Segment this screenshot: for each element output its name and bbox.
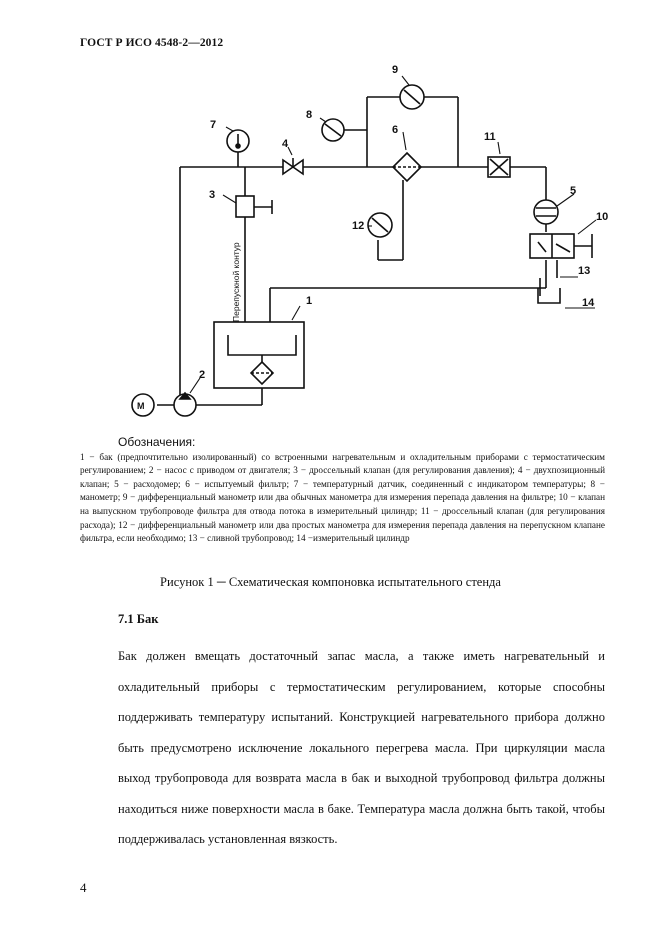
section-paragraph: Бак должен вмещать достаточный запас масла, а также иметь нагревательный и охладительный приборы с термостатическим регулированием, которые способны поддерживать температуру испытаний. Конструкцией нагревательного прибора должно быть предусмотрено исключение локального перегрева масла. При циркуляции масла выход трубопровода для возврата масла в бак и выходной трубопровод фильтра должны находиться ниже поверхности масла в баке. Температура масла должна быть такой, чтобы поддерживалась установленная вязкость. <box>118 649 605 846</box>
temperature-sensor-7 <box>227 130 249 167</box>
label-10: 10 <box>596 211 609 223</box>
label-11: 11 <box>484 131 496 143</box>
differential-gauge-9 <box>400 85 424 109</box>
outlet-valve-10 <box>530 234 592 258</box>
motor-label: М <box>137 401 145 411</box>
label-12: 12 <box>352 220 365 232</box>
figure-legend <box>80 436 605 546</box>
pressure-gauge-8 <box>322 119 344 141</box>
flow-meter-5 <box>534 200 558 224</box>
figure-caption: Рисунок 1 ─ Схематическая компоновка испытательного стенда <box>160 575 501 589</box>
bypass-loop-label: Перепускной контур <box>231 242 241 322</box>
throttle-valve-11 <box>488 157 510 177</box>
label-9: 9 <box>392 64 399 76</box>
page-number: 4 <box>80 880 87 895</box>
label-13: 13 <box>578 265 591 277</box>
legend-text: 1 − бак (предпочтительно изолированный) со встроенными нагревательным и охладительным приборами с термостатическим регулированием; 2 − насос с приводом от двигателя; 3 − дроссельный клапан (для регулирования давления); 4 − двухпозиционный клапан; 5 − расходомер; 6 − испытуемый фильтр; 7 − температурный датчик, соединенный с индикатором температуры; 8 − манометр; 9 − дифференциальный манометр или два обычных манометра для измерения перепада давления на фильтре; 10 − клапан на выпускном трубопроводе фильтра для отвода потока в измерительный цилиндр; 11 − дроссельный клапан (для регулирования расхода); 12 − дифференциальный манометр или два простых манометра для измерения перепада давления на перепускном клапане фильтра, если необходимо; 13 − сливной трубопровод; 14 −измерительный цилиндр <box>80 451 605 544</box>
throttle-valve-3 <box>236 196 272 217</box>
label-8: 8 <box>306 109 313 121</box>
page-header: ГОСТ Р ИСО 4548-2—2012 <box>80 37 224 49</box>
legend-title: Обозначения: <box>118 435 196 449</box>
label-2: 2 <box>199 369 206 381</box>
two-position-valve-4 <box>283 158 303 174</box>
tank-1 <box>214 322 304 388</box>
label-3: 3 <box>209 189 216 201</box>
test-filter-6 <box>393 153 421 181</box>
label-1: 1 <box>306 295 313 307</box>
label-6: 6 <box>392 124 399 136</box>
label-14: 14 <box>582 297 595 309</box>
differential-gauge-12 <box>368 213 392 237</box>
label-4: 4 <box>282 138 289 150</box>
label-7: 7 <box>210 119 217 131</box>
section-heading: 7.1 Бак <box>118 612 159 626</box>
test-rig-diagram <box>0 0 661 430</box>
label-5: 5 <box>570 185 577 197</box>
